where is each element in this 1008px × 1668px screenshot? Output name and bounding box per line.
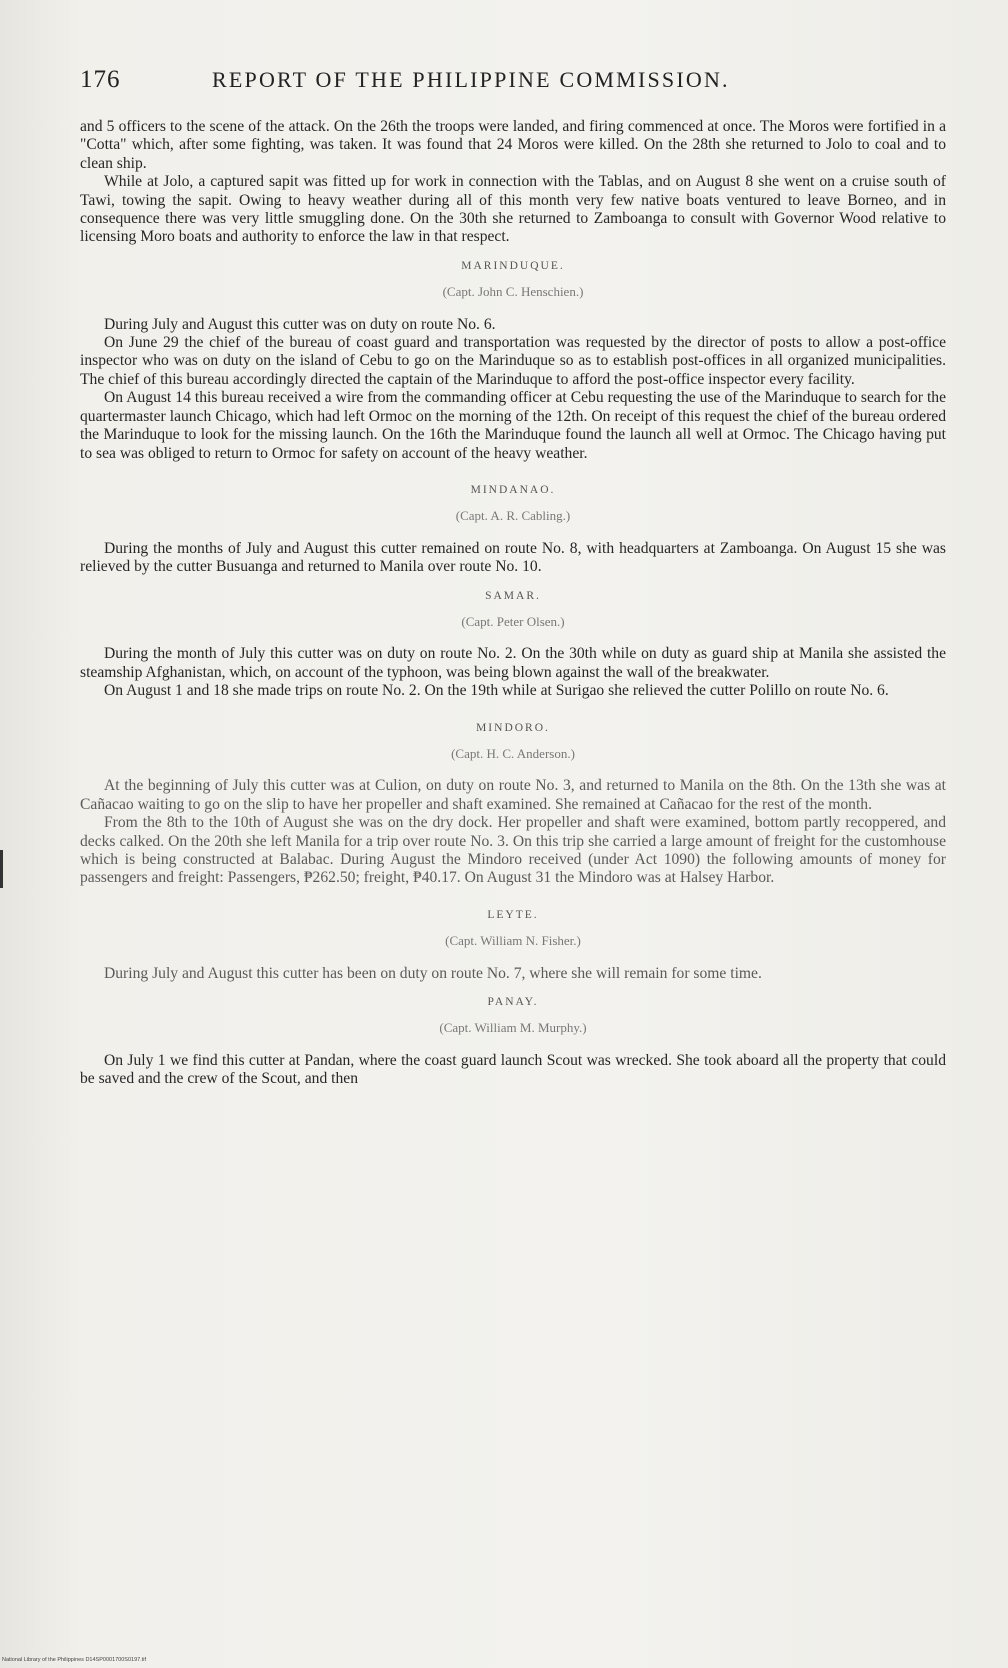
section-title-panay: PANAY. [487,996,539,1009]
section-title-samar: SAMAR. [485,589,541,602]
scan-edge-mark [0,850,3,888]
intro-paragraph: and 5 officers to the scene of the attack. On the 26th the troops were landed, and firing commenced at once. The Moros were fortified in a "Cotta" which, after some fighting, was taken. It was found that 24 Moros were killed. On the 28th she returned to Jolo to coal and to clean ship. [80,118,946,172]
section-paragraph: On June 29 the chief of the bureau of coast guard and transportation was requested by the director of posts to allow a post-office inspector who was on duty on the island of Cebu to go on the Marinduque so as to establish post-offices in all organized municipalities. The chief of this bureau accordingly directed the captain of the Marinduque to afford the post-office inspector every facility. [80,334,946,388]
section-captain-mindoro: (Capt. H. C. Anderson.) [451,745,575,761]
page-number: 176 [80,66,121,93]
section-captain-panay: (Capt. William M. Murphy.) [439,1020,587,1036]
section-title-leyte: LEYTE. [487,908,539,921]
report-body [80,118,946,1089]
section-captain-leyte: (Capt. William N. Fisher.) [445,933,581,949]
section-paragraph: At the beginning of July this cutter was at Culion, on duty on route No. 3, and returned to Manila on the 8th. On the 13th she was at Cañacao waiting to go on the slip to have her propeller and shaft examined. She remained at Cañacao for the rest of the month. [80,777,946,813]
section-paragraph: During the months of July and August this cutter remained on route No. 8, with headquarters at Zamboanga. On August 15 she was relieved by the cutter Busuanga and returned to Manila over route No. 10. [80,539,946,576]
section-title-mindanao: MINDANAO. [470,483,556,496]
page-header [80,66,950,96]
scan-footer: National Library of the Philippines D14SP0001700S0197.tif [2,1657,147,1663]
section-paragraph: During July and August this cutter was on duty on route No. 6. [104,315,496,333]
section-paragraph: During the month of July this cutter was on duty on route No. 2. On the 30th while on duty as guard ship at Manila she assisted the steamship Afghanistan, which, on account of the typhoon, was being blown against the wall of the breakwater. [80,645,946,681]
section-paragraph: On August 14 this bureau received a wire from the commanding officer at Cebu requesting the use of the Marinduque to search for the quartermaster launch Chicago, which had left Ormoc on the morning of the 12th. On receipt of this request the chief of the bureau ordered the Marinduque to look for the missing launch. On the 16th the Marinduque found the launch all well at Ormoc. The Chicago having put to sea was obliged to return to Ormoc for safety on account of the heavy weather. [80,389,946,462]
section-paragraph: On August 1 and 18 she made trips on route No. 2. On the 19th while at Surigao she relieved the cutter Polillo on route No. 6. [104,682,889,700]
section-paragraph: On July 1 we find this cutter at Pandan, where the coast guard launch Scout was wrecked. She took aboard all the property that could be saved and the crew of the Scout, and then [80,1051,946,1088]
section-paragraph: During July and August this cutter has been on duty on route No. 7, where she will remain for some time. [104,964,762,982]
section-captain-mindanao: (Capt. A. R. Cabling.) [455,508,571,524]
section-captain-samar: (Capt. Peter Olsen.) [461,613,565,629]
section-captain-marinduque: (Capt. John C. Henschien.) [442,284,584,300]
running-title: REPORT OF THE PHILIPPINE COMMISSION. [212,67,730,92]
section-paragraph: From the 8th to the 10th of August she was on the dry dock. Her propeller and shaft were examined, bottom partly recoppered, and decks calked. On the 20th she left Manila for a trip over route No. 3. On this trip she carried a large amount of freight for the customhouse which is being constructed at Balabac. During August the Mindoro received (under Act 1090) the following amounts of money for passengers and freight: Passengers, ₱262.50; freight, ₱40.17. On August 31 the Mindoro was at Halsey Harbor. [80,814,946,887]
intro-paragraph: While at Jolo, a captured sapit was fitted up for work in connection with the Tablas, and on August 8 she went on a cruise south of Tawi, towing the sapit. Owing to heavy weather during all of this month very few native boats ventured to leave Borneo, and in consequence there was very little smuggling done. On the 30th she returned to Zamboanga to consult with Governor Wood relative to licensing Moro boats and authority to enforce the law in that respect. [80,173,946,246]
section-title-mindoro: MINDORO. [476,721,550,734]
section-title-marinduque: MARINDUQUE. [461,259,565,272]
